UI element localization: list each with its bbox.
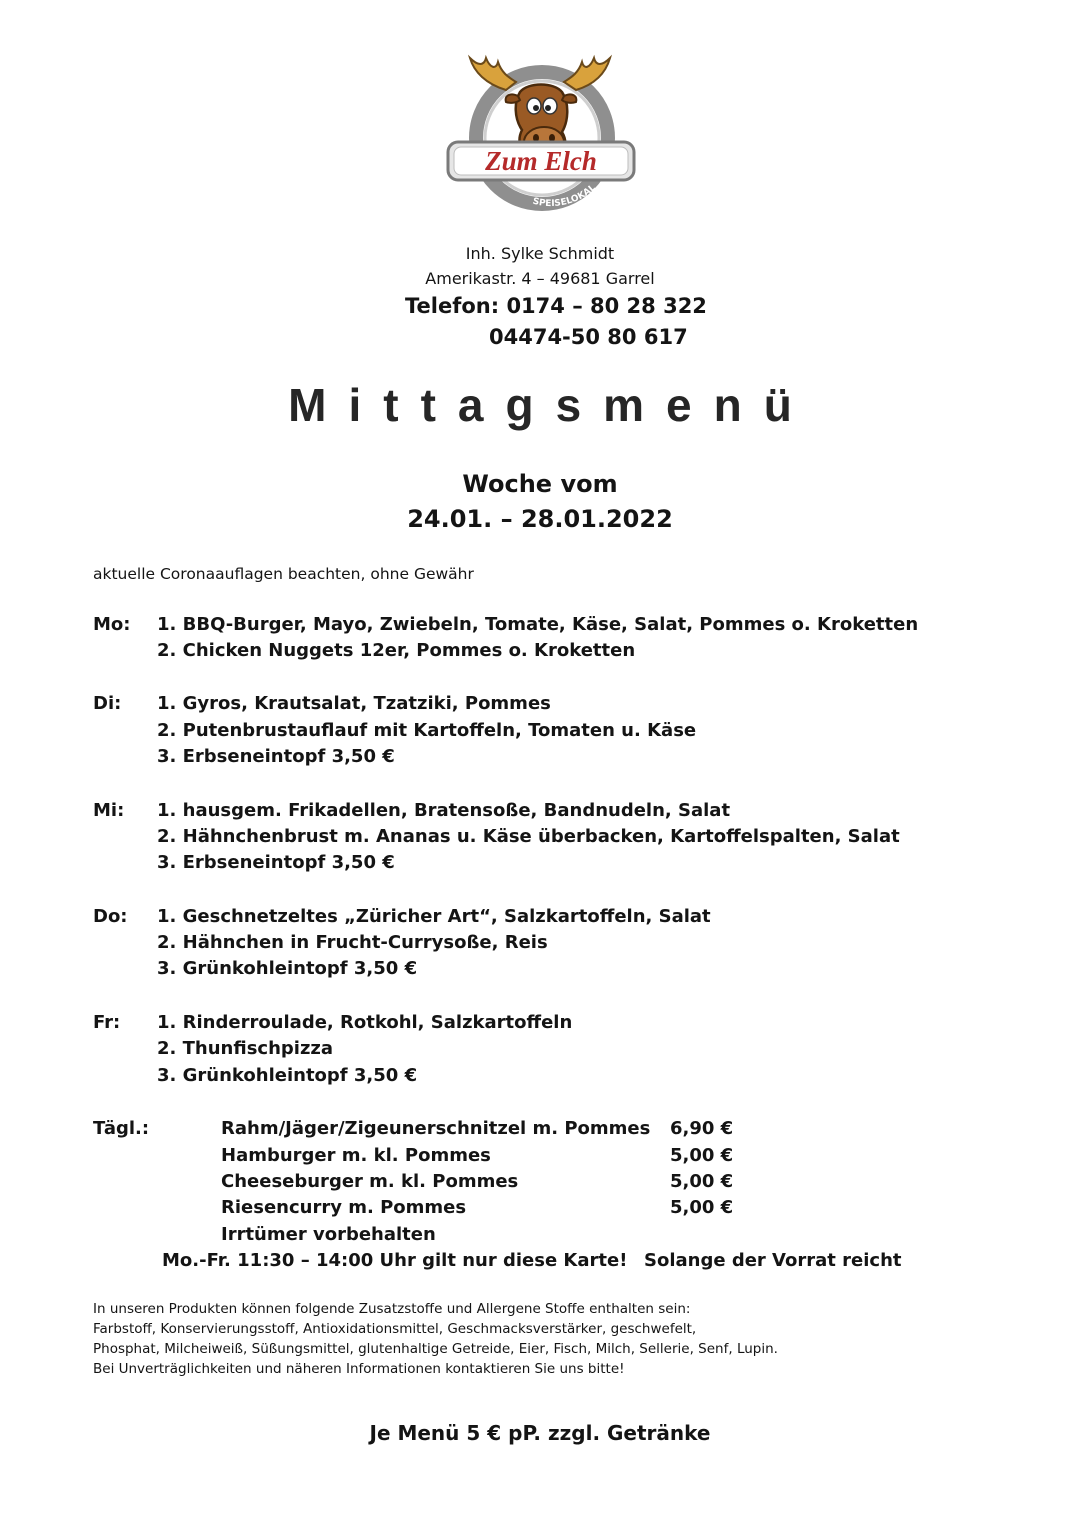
menu-item: 3. Grünkohleintopf 3,50 € [157,958,418,979]
day-label-wednesday: Mi: [93,800,125,821]
daily-item-name: Rahm/Jäger/Zigeunerschnitzel m. Pommes [221,1118,651,1139]
day-label-tuesday: Di: [93,693,122,714]
menu-item: 3. Erbseneintopf 3,50 € [157,852,395,873]
menu-item: 2. Hähnchen in Frucht-Currysoße, Reis [157,932,548,953]
corona-notice: aktuelle Coronaauflagen beachten, ohne Gewähr [93,565,474,583]
menu-item: 2. Hähnchenbrust m. Ananas u. Käse überbacken, Kartoffelspalten, Salat [157,826,900,847]
opening-hours: Mo.-Fr. 11:30 – 14:00 Uhr gilt nur diese Karte! [162,1250,628,1271]
day-label-monday: Mo: [93,614,131,635]
daily-item-price: 5,00 € [670,1145,734,1166]
daily-item-price: 5,00 € [670,1197,734,1218]
disclaimer: Irrtümer vorbehalten [221,1224,436,1245]
menu-item: 1. Geschnetzeltes „Züricher Art“, Salzkartoffeln, Salat [157,906,711,927]
daily-item-name: Hamburger m. kl. Pommes [221,1145,491,1166]
week-dates: 24.01. – 28.01.2022 [407,505,673,533]
phone-secondary: 04474-50 80 617 [489,325,688,349]
day-label-thursday: Do: [93,906,128,927]
daily-item-name: Cheeseburger m. kl. Pommes [221,1171,519,1192]
menu-item: 2. Thunfischpizza [157,1038,334,1059]
menu-item: 3. Erbseneintopf 3,50 € [157,746,395,767]
logo-name: Zum Elch [485,146,597,176]
menu-item: 1. hausgem. Frikadellen, Bratensoße, Bandnudeln, Salat [157,800,731,821]
allergen-line: Farbstoff, Konservierungsstoff, Antioxidationsmittel, Geschmacksverstärker, geschwefelt, [93,1321,697,1337]
allergen-line: Phosphat, Milcheiweiß, Süßungsmittel, glutenhaltige Getreide, Eier, Fisch, Milch, Sellerie, Senf, Lupin. [93,1341,778,1357]
day-label-friday: Fr: [93,1012,121,1033]
daily-item-price: 6,90 € [670,1118,734,1139]
owner-name: Inh. Sylke Schmidt [465,244,615,263]
restaurant-logo [440,52,640,222]
week-label: Woche vom [462,470,618,498]
logo-subtitle: SPEISELOKAL [531,182,598,210]
price-footer: Je Menü 5 € pP. zzgl. Getränke [369,1421,711,1445]
phone-primary: Telefon: 0174 – 80 28 322 [405,294,707,318]
day-label-daily: Tägl.: [93,1118,150,1139]
menu-item: 2. Chicken Nuggets 12er, Pommes o. Kroketten [157,640,636,661]
allergen-line: In unseren Produkten können folgende Zusatzstoffe und Allergene Stoffe enthalten sein: [93,1301,691,1317]
daily-item-name: Riesencurry m. Pommes [221,1197,467,1218]
allergen-line: Bei Unverträglichkeiten und näheren Informationen kontaktieren Sie uns bitte! [93,1361,625,1377]
menu-item: 1. Rinderroulade, Rotkohl, Salzkartoffeln [157,1012,573,1033]
daily-item-price: 5,00 € [670,1171,734,1192]
menu-item: 2. Putenbrustauflauf mit Kartoffeln, Tomaten u. Käse [157,720,697,741]
menu-item: 3. Grünkohleintopf 3,50 € [157,1065,418,1086]
stock-notice: Solange der Vorrat reicht [644,1250,902,1271]
menu-item: 1. Gyros, Krautsalat, Tzatziki, Pommes [157,693,551,714]
address: Amerikastr. 4 – 49681 Garrel [425,269,655,288]
page-title: Mittagsmenü [288,379,814,431]
moose-logo-graphic [440,52,640,222]
menu-item: 1. BBQ-Burger, Mayo, Zwiebeln, Tomate, Käse, Salat, Pommes o. Kroketten [157,614,919,635]
